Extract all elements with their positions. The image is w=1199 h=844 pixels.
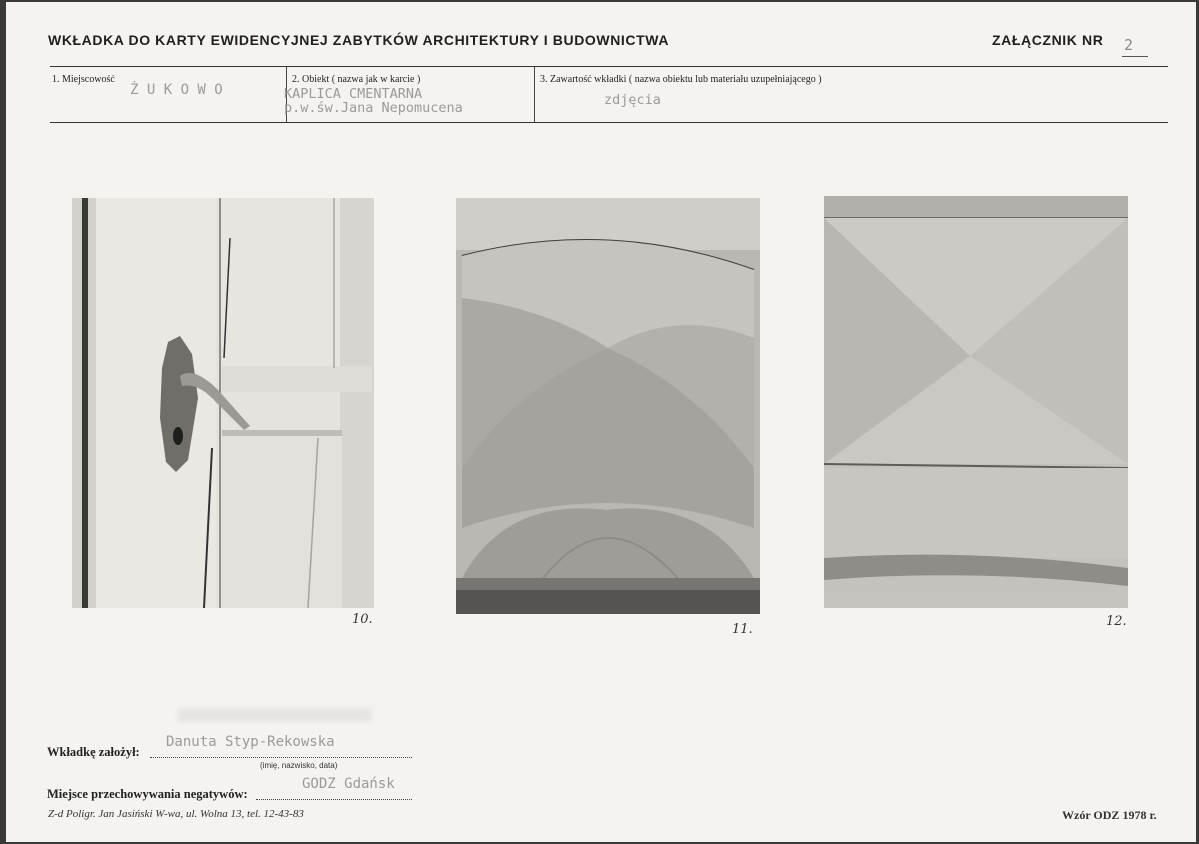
object-value-line2: p.w.św.Jana Nepomucena bbox=[284, 100, 463, 116]
negatives-dotted-line bbox=[256, 799, 412, 800]
annex-label: ZAŁĄCZNIK NR bbox=[992, 32, 1104, 48]
photo-number: 12. bbox=[1106, 614, 1127, 629]
ceiling-photo bbox=[824, 196, 1128, 608]
annex-number: 2 bbox=[1124, 36, 1134, 54]
founder-dotted-line bbox=[150, 757, 412, 758]
form-model: Wzór ODZ 1978 r. bbox=[1062, 808, 1157, 822]
vault-photo bbox=[456, 198, 760, 614]
founder-value: Danuta Styp-Rekowska bbox=[166, 734, 335, 750]
content-value: zdjęcia bbox=[604, 92, 661, 108]
negatives-label: Miejsce przechowywania negatywów: bbox=[47, 787, 248, 801]
faded-stamp bbox=[178, 708, 372, 722]
table-bottom-rule bbox=[50, 122, 1168, 123]
record-sheet bbox=[6, 2, 1196, 842]
photo-number: 11. bbox=[732, 622, 753, 637]
column-divider bbox=[534, 67, 535, 122]
negatives-value: GODZ Gdańsk bbox=[302, 776, 395, 792]
founder-label: Wkładkę założył: bbox=[47, 745, 140, 759]
object-value-line1: KAPLICA CMENTARNA bbox=[284, 86, 423, 102]
printer-imprint: Z-d Poligr. Jan Jasiński W-wa, ul. Wolna 13, tel. 12-43-83 bbox=[48, 808, 304, 820]
place-label: 1. Miejscowość bbox=[52, 74, 115, 85]
document-title: WKŁADKA DO KARTY EWIDENCYJNEJ ZABYTKÓW ARCHITEKTURY I BUDOWNICTWA bbox=[48, 32, 670, 48]
door-handle-photo bbox=[72, 198, 374, 608]
content-label: 3. Zawartość wkładki ( nazwa obiektu lub materiału uzupełniającego ) bbox=[540, 74, 822, 85]
annex-underline bbox=[1122, 56, 1148, 57]
object-label: 2. Obiekt ( nazwa jak w karcie ) bbox=[292, 74, 421, 85]
place-value: Ż U K O W O bbox=[130, 82, 223, 98]
table-top-rule bbox=[50, 66, 1168, 67]
photo-number: 10. bbox=[352, 612, 373, 627]
founder-caption: (imię, nazwisko, data) bbox=[260, 761, 338, 770]
